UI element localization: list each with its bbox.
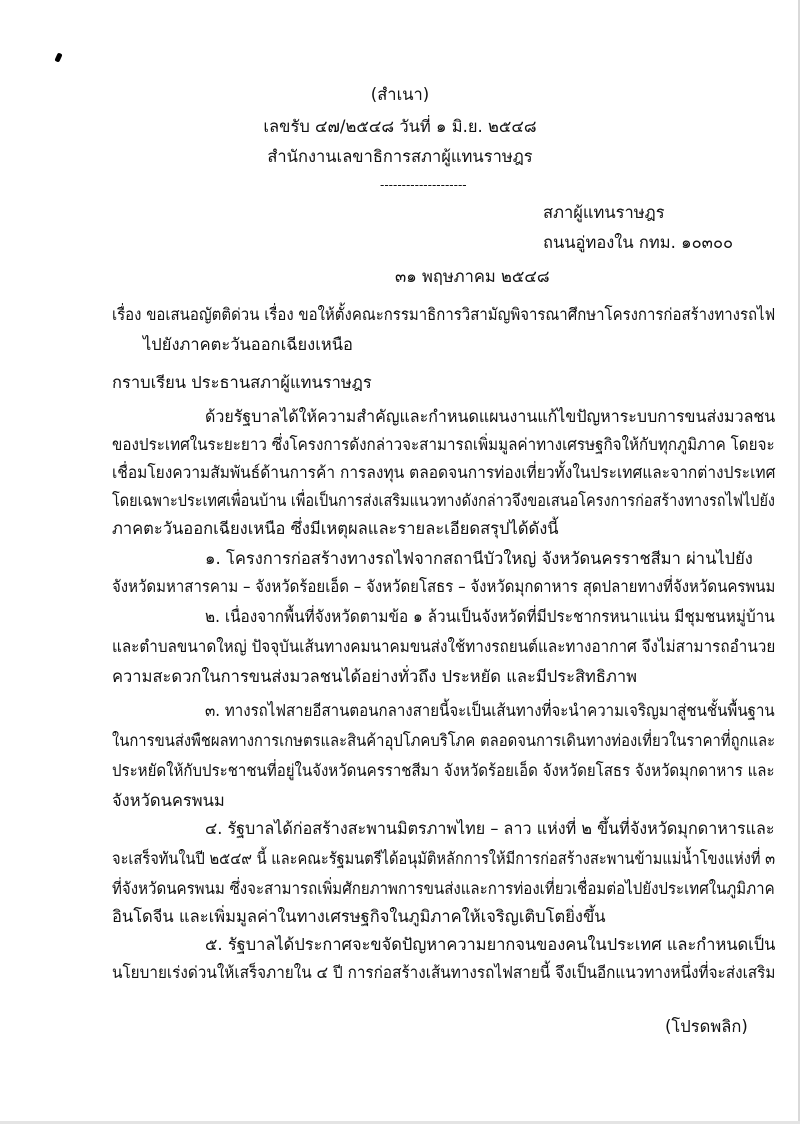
body-line: ความสะดวกในการขนส่งมวลชนได้อย่างทั่วถึง ประหยัด และมีประสิทธิภาพ (112, 667, 637, 686)
letter-date: ๓๑ พฤษภาคม ๒๕๔๘ (395, 267, 550, 286)
body-line: ๓. ทางรถไฟสายอีสานตอนกลางสายนี้จะเป็นเส้นทางที่จะนำความเจริญมาสู่ชนชั้นพื้นฐาน (205, 701, 775, 720)
sender-address: ถนนอู่ทองใน กทม. ๑๐๓๐๐ (543, 233, 734, 252)
copy-label: (สำเนา) (370, 85, 430, 104)
header-separator: -------------------- (380, 178, 467, 192)
body-line: ของประเทศในระยะยาว ซึ่งโครงการดังกล่าวจะสามารถเพิ่มมูลค่าทางเศรษฐกิจให้กับทุกภูมิภาค โดยจะ (112, 435, 775, 454)
receipt-line: เลขรับ ๔๗/๒๕๔๘ วันที่ ๑ มิ.ย. ๒๕๔๘ (263, 117, 537, 136)
scan-speck (54, 52, 62, 62)
body-line: ๕. รัฐบาลได้ประกาศจะขจัดปัญหาความยากจนของคนในประเทศ และกำหนดเป็น (205, 935, 776, 954)
subject-line-2: ไปยังภาคตะวันออกเฉียงเหนือ (143, 335, 353, 354)
body-line: จังหวัดนครพนม (112, 791, 225, 810)
body-line: โดยเฉพาะประเทศเพื่อนบ้าน เพื่อเป็นการส่งเสริมแนวทางดังกล่าวจึงขอเสนอโครงการก่อสร้างทางรถไฟไปยัง (112, 491, 775, 510)
body-line: นโยบายเร่งด่วนให้เสร็จภายใน ๔ ปี การก่อสร้างเส้นทางรถไฟสายนี้ จึงเป็นอีกแนวทางหนึ่งที่จะส่งเสริม (112, 963, 776, 982)
body-line: ในการขนส่งพืชผลทางการเกษตรและสินค้าอุปโภคบริโภค ตลอดจนการเดินทางท่องเที่ยวในราคาที่ถูกและ (112, 731, 776, 750)
body-line: ประหยัดให้กับประชาชนที่อยู่ในจังหวัดนครราชสีมา จังหวัดร้อยเอ็ด จังหวัดยโสธร จังหวัดมุกดาหาร และ (112, 761, 775, 780)
salutation: กราบเรียน ประธานสภาผู้แทนราษฎร (112, 373, 372, 392)
body-line: จะเสร็จทันในปี ๒๕๔๙ นี้ และคณะรัฐมนตรีได้อนุมัติหลักการให้มีการก่อสร้างสะพานข้ามแม่น้ำโขงแห่งที่ ๓ (112, 849, 776, 868)
body-line: อินโดจีน และเพิ่มมูลค่าในทางเศรษฐกิจในภูมิภาคให้เจริญเติบโตยิ่งขึ้น (112, 907, 606, 926)
body-line: เชื่อมโยงความสัมพันธ์ด้านการค้า การลงทุน ตลอดจนการท่องเที่ยวทั้งในประเทศและจากต่างประเทศ (112, 463, 776, 482)
body-line: ที่จังหวัดนครพนม ซึ่งจะสามารถเพิ่มศักยภาพการขนส่งและการท่องเที่ยวเชื่อมต่อไปยังประเทศในภูมิภาค (112, 879, 775, 898)
body-line: ด้วยรัฐบาลได้ให้ความสำคัญและกำหนดแผนงานแก้ไขปัญหาระบบการขนส่งมวลชน (205, 407, 776, 426)
subject-line-1: เรื่อง ขอเสนอญัตติด่วน เรื่อง ขอให้ตั้งคณะกรรมาธิการวิสามัญพิจารณาศึกษาโครงการก่อสร้างทางรถไฟ (112, 305, 776, 324)
body-line: ๔. รัฐบาลได้ก่อสร้างสะพานมิตรภาพไทย – ลาว แห่งที่ ๒ ขึ้นที่จังหวัดมุกดาหารและ (205, 819, 775, 838)
body-line: จังหวัดมหาสารคาม – จังหวัดร้อยเอ็ด – จังหวัดยโสธร – จังหวัดมุกดาหาร สุดปลายทางที่จังหวัดนครพนม (112, 577, 776, 596)
body-line: ภาคตะวันออกเฉียงเหนือ ซึ่งมีเหตุผลและรายละเอียดสรุปได้ดังนี้ (112, 519, 559, 538)
body-line: และตำบลขนาดใหญ่ ปัจจุบันเส้นทางคมนาคมขนส่งใช้ทางรถยนต์และทางอากาศ จึงไม่สามารถอำนวย (112, 637, 776, 656)
body-line: ๑. โครงการก่อสร้างทางรถไฟจากสถานีบัวใหญ่ จังหวัดนครราชสีมา ผ่านไปยัง (205, 549, 753, 568)
sender-org: สภาผู้แทนราษฎร (543, 203, 665, 222)
office-name: สำนักงานเลขาธิการสภาผู้แทนราษฎร (267, 147, 533, 166)
body-line: ๒. เนื่องจากพื้นที่จังหวัดตามข้อ ๑ ล้วนเป็นจังหวัดที่มีประชากรหนาแน่น มีชุมชนหมู่บ้าน (205, 607, 775, 626)
turn-page-note: (โปรดพลิก) (665, 1017, 748, 1036)
